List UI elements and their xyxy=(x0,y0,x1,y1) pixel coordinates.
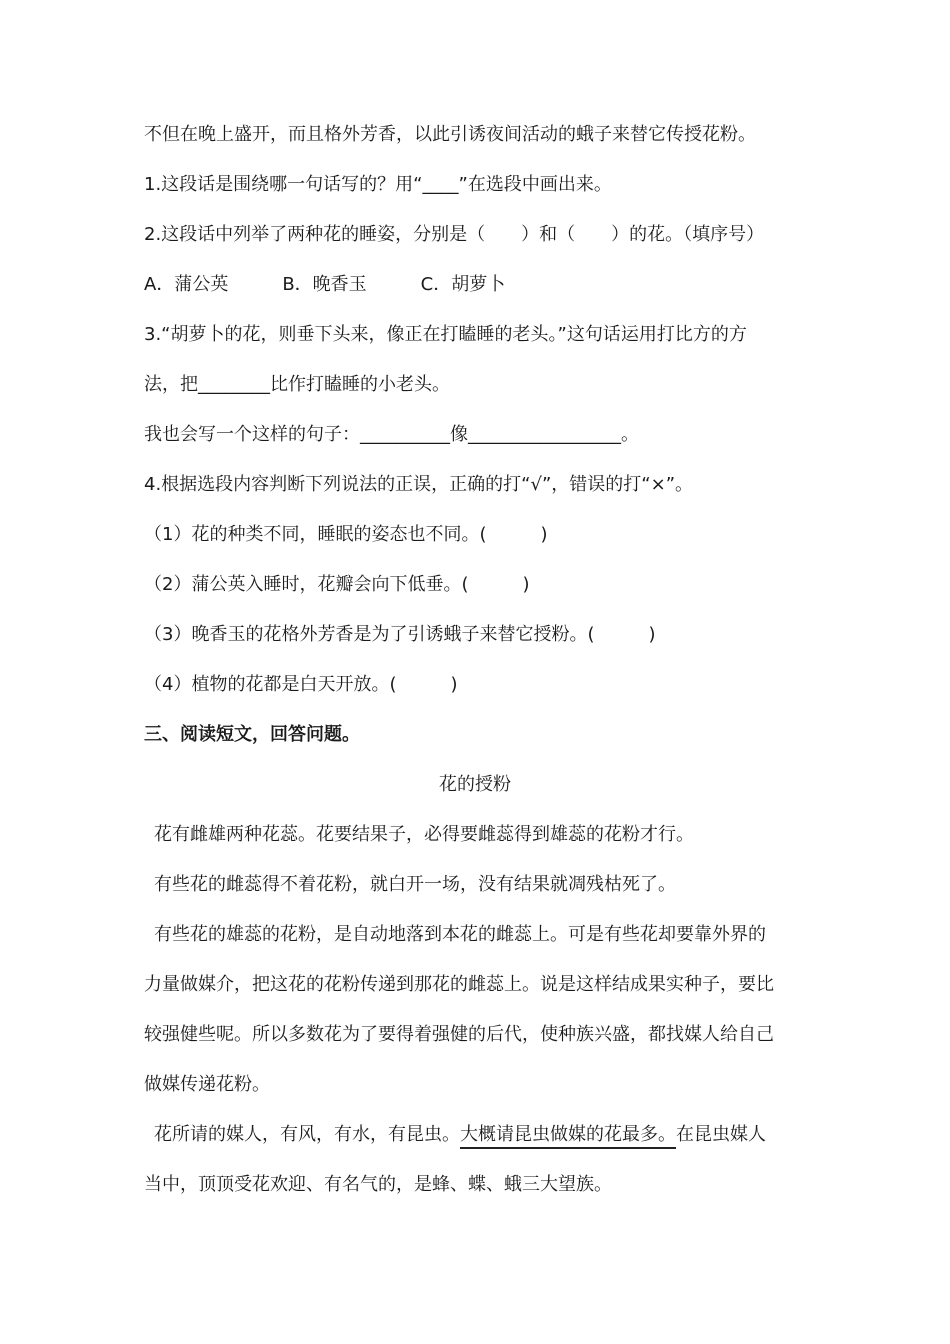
judgement-item-1: （1）花的种类不同，睡眠的姿态也不同。( ) xyxy=(144,524,548,545)
passage-title: 花的授粉 xyxy=(439,774,511,795)
judgement-item-2: （2）蒲公英入睡时，花瓣会向下低垂。( ) xyxy=(144,574,530,595)
judgement-item-4: （4）植物的花都是白天开放。( ) xyxy=(144,674,458,695)
question-2-options: A．蒲公英 B．晚香玉 C．胡萝卜 xyxy=(144,274,506,295)
paragraph-4-end: 在昆虫媒人 xyxy=(676,1124,766,1145)
passage-paragraph-3-line3: 较强健些呢。所以多数花为了要得着强健的后代，使种族兴盛，都找媒人给自己 xyxy=(144,1024,774,1045)
passage-continuation: 不但在晚上盛开，而且格外芳香，以此引诱夜间活动的蛾子来替它传授花粉。 xyxy=(144,124,756,145)
underlined-key-sentence: 大概请昆虫做媒的花最多。 xyxy=(460,1124,676,1149)
question-1: 1.这段话是围绕哪一句话写的？用“____”在选段中画出来。 xyxy=(144,174,612,195)
sentence-practice: 我也会写一个这样的句子：__________像_________________。 xyxy=(144,424,639,445)
passage-paragraph-3-line4: 做媒传递花粉。 xyxy=(144,1074,270,1095)
question-3: 3.“胡萝卜的花，则垂下头来，像正在打瞌睡的老头。”这句话运用打比方的方 xyxy=(144,324,747,345)
passage-paragraph-4 xyxy=(154,1122,766,1148)
question-4: 4.根据选段内容判断下列说法的正误，正确的打“√”，错误的打“×”。 xyxy=(144,474,694,495)
passage-paragraph-3-line2: 力量做媒介，把这花的花粉传递到那花的雌蕊上。说是这样结成果实种子，要比 xyxy=(144,974,774,995)
passage-paragraph-4-line2: 当中，顶顶受花欢迎、有名气的，是蜂、蝶、蛾三大望族。 xyxy=(144,1174,612,1195)
question-3-continued: 法，把________比作打瞌睡的小老头。 xyxy=(144,374,450,395)
passage-paragraph-3: 有些花的雄蕊的花粉，是自动地落到本花的雌蕊上。可是有些花却要靠外界的 xyxy=(154,924,766,945)
passage-paragraph-2: 有些花的雌蕊得不着花粉，就白开一场，没有结果就凋残枯死了。 xyxy=(154,874,676,895)
section-heading: 三、阅读短文，回答问题。 xyxy=(144,724,360,745)
question-2: 2.这段话中列举了两种花的睡姿，分别是（ ）和（ ）的花。（填序号） xyxy=(144,224,765,245)
passage-paragraph-1: 花有雌雄两种花蕊。花要结果子，必得要雌蕊得到雄蕊的花粉才行。 xyxy=(154,824,694,845)
paragraph-4-start: 花所请的媒人，有风，有水，有昆虫。 xyxy=(154,1124,460,1145)
judgement-item-3: （3）晚香玉的花格外芳香是为了引诱蛾子来替它授粉。( ) xyxy=(144,624,656,645)
